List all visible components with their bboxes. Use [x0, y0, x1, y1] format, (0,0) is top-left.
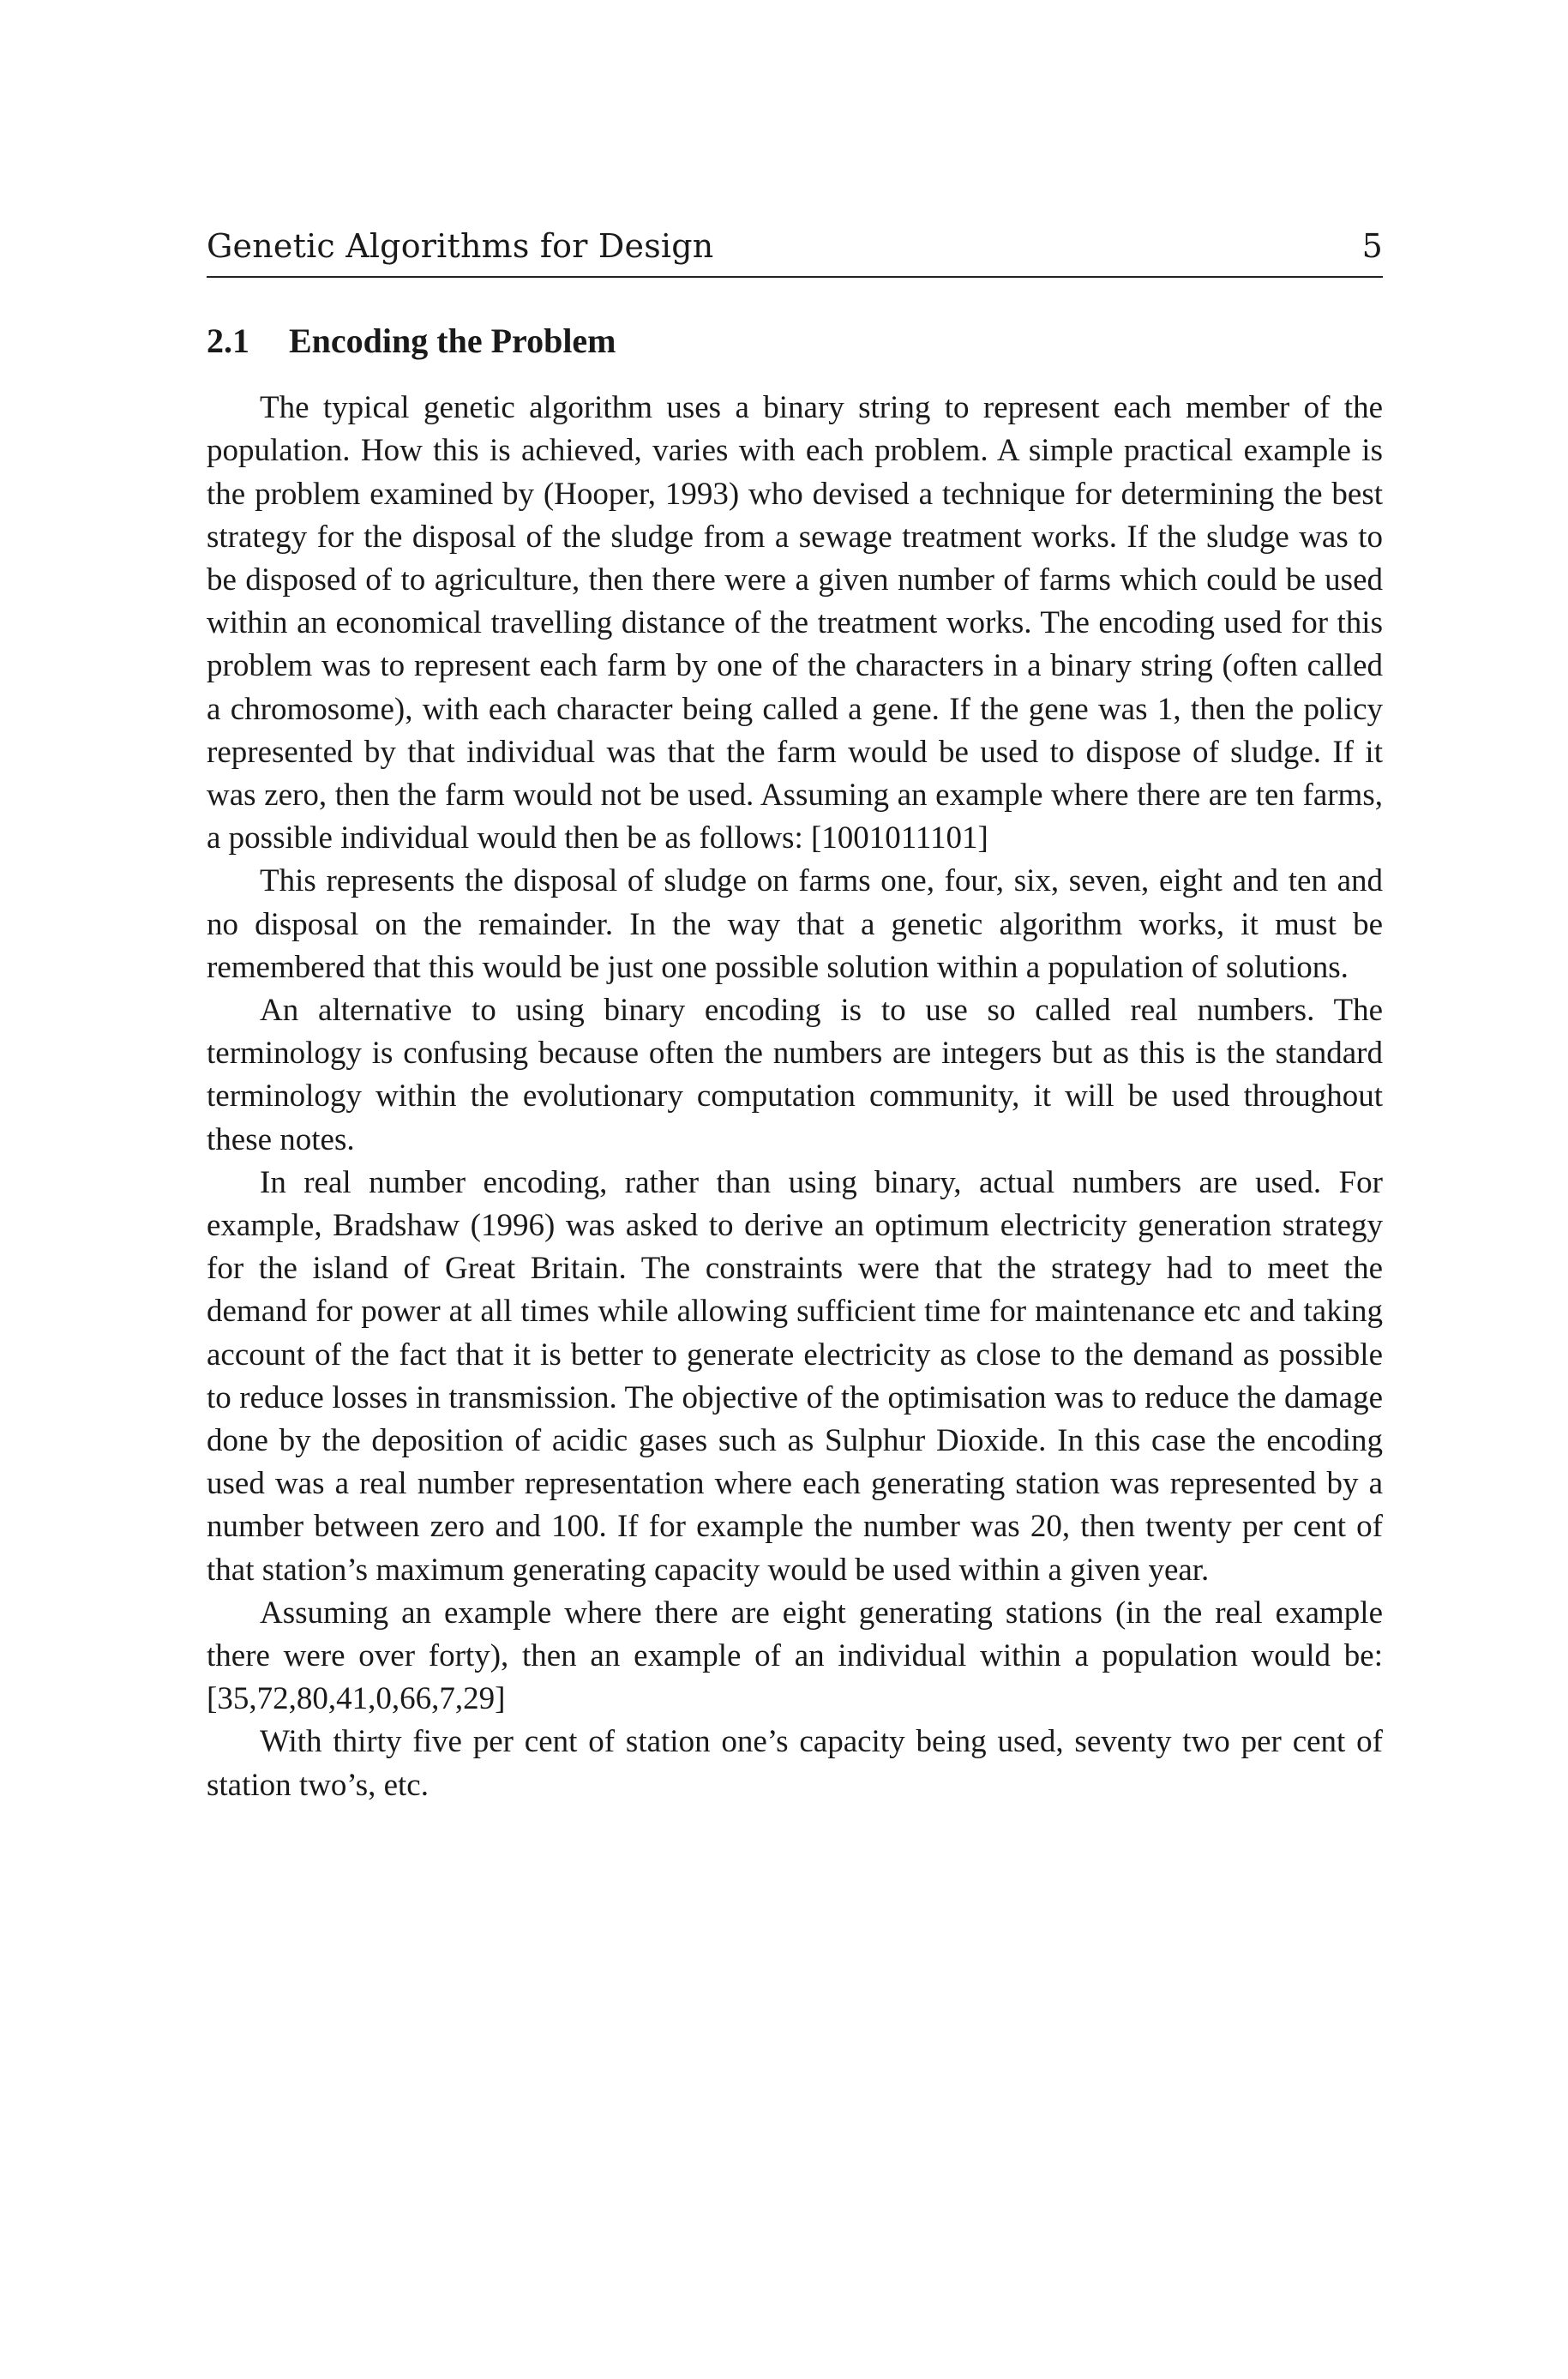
paragraph: In real number encoding, rather than using binary, actual numbers are used. For example, Bradshaw (1996) was asked to derive an optimum electricity generation strategy for the island of Great Britain. The constraints were that the strategy had to meet the demand for power at all times while allowing sufficient time for maintenance etc and taking account of the fact that it is better to generate electricity as close to the demand as possible to reduce losses in transmission. The objective of the optimisation was to reduce the damage done by the deposition of acidic gases such as Sulphur Dioxide. In this case the encoding used was a real number representation where each generating station was represented by a number between zero and 100. If for example the number was 20, then twenty per cent of that station’s maximum generating capacity would be used within a given year.	[207, 1164, 1383, 1588]
paragraph: With thirty five per cent of station one’s capacity being used, seventy two per cent of station two’s, etc.	[207, 1724, 1383, 1803]
section-title: Encoding the Problem	[289, 321, 616, 360]
paragraph: The typical genetic algorithm uses a binary string to represent each member of the population. How this is achieved, varies with each problem. A simple practical example is the problem examined by (Hooper, 1993) who devised a technique for determining the best strategy for the disposal of the sludge from a sewage treatment works. If the sludge was to be disposed of to agriculture, then there were a given number of farms which could be used within an economical travelling distance of the treatment works. The encoding used for this problem was to represent each farm by one of the characters in a binary string (often called a chromosome), with each character being called a gene. If the gene was 1, then the policy represented by that individual was that the farm would be used to dispose of sludge. If it was zero, then the farm would not be used. Assuming an example where there are ten farms, a possible individual would then be as follows: [1001011101]	[207, 390, 1383, 856]
section-number: 2.1	[207, 321, 249, 360]
paragraph: Assuming an example where there are eight generating stations (in the real example there were over forty), then an example of an individual within a population would be: [35,72,80,41,0,66,7,29]	[207, 1595, 1383, 1717]
running-title: Genetic Algorithms for Design	[207, 227, 714, 265]
section-heading	[207, 321, 1383, 360]
running-header	[207, 227, 1383, 278]
paragraph: An alternative to using binary encoding is to use so called real numbers. The terminology is confusing because often the numbers are integers but as this is the standard terminology within the evolutionary computation community, it will be used throughout these notes.	[207, 993, 1383, 1157]
document-page	[207, 227, 1383, 1807]
body-text	[207, 387, 1383, 1807]
paragraph: This represents the disposal of sludge on farms one, four, six, seven, eight and ten and no disposal on the remainder. In the way that a genetic algorithm works, it must be remembered that this would be just one possible solution within a population of solutions.	[207, 863, 1383, 985]
page-number: 5	[1361, 227, 1383, 265]
